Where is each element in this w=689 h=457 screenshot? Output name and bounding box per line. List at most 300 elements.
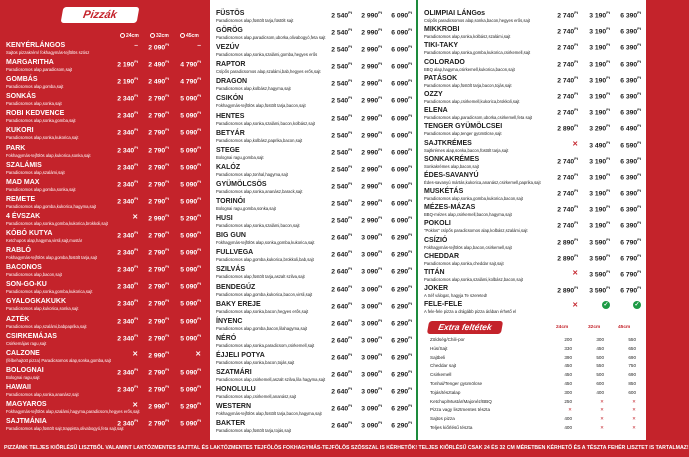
price-large: 5 $090^{Ft}$: [180, 93, 201, 103]
menu-item: [0, 127, 210, 144]
menu-item-description: Fokhagymás-tejfölös alap,kukorica,sonka,sajt: [6, 152, 91, 158]
menu-item-description: Paradicsomos alap,füstölt tarja,bacon,tojás,sajt: [424, 82, 512, 88]
price-large: 5 $090^{Ft}$: [180, 383, 201, 394]
price-large: 5 $090^{Ft}$: [180, 144, 201, 154]
extra-price: 400: [596, 389, 604, 395]
price-small: 2 $890^{Ft}$: [557, 123, 578, 133]
menu-item-name: HENTES: [216, 112, 245, 120]
price-small: 2 $640^{Ft}$: [331, 300, 352, 310]
price-small: 2 $640^{Ft}$: [331, 334, 352, 345]
extra-price: 450: [564, 381, 572, 386]
extra-row-label: Zöldség/Chili-por: [430, 337, 465, 342]
price-large: –: [197, 42, 201, 49]
menu-item: [0, 196, 210, 213]
menu-item: [418, 237, 646, 253]
price-medium: 2 $490^{Ft}$: [148, 59, 169, 69]
price-large: 6 $290^{Ft}$: [391, 249, 412, 259]
menu-item-name: ÍNYENC: [216, 317, 243, 325]
price-large: 6 $290^{Ft}$: [391, 368, 412, 379]
menu-item: [0, 333, 210, 350]
menu-item-description: Paradicsomos alap,sonka,szalámi,bacon,sajt: [216, 223, 300, 229]
menu-item-description: Paradicsomos alap,sonka,gomba,kukorica,csirkemell,sajt: [424, 50, 531, 56]
menu-item-name: JOKER: [424, 285, 449, 293]
price-medium: 3 $590^{Ft}$: [589, 236, 610, 246]
menu-item-name: BETYÁR: [216, 129, 245, 137]
pizza-size-icon: [150, 33, 155, 38]
price-medium: 3 $190^{Ft}$: [589, 74, 610, 85]
menu-item-description: Fokhagymás-tejfölös alap,sonka,gomba,kukorica,sajt: [216, 240, 315, 246]
price-medium: 2 $790^{Ft}$: [148, 281, 169, 291]
price-large: 5 $090^{Ft}$: [180, 332, 201, 342]
menu-item-name: HUSI: [216, 215, 233, 223]
price-small: 2 $640^{Ft}$: [331, 317, 352, 327]
extra-price: 750: [628, 363, 636, 369]
menu-item-name: BOLOGNAI: [6, 366, 44, 374]
price-large: 5 $090^{Ft}$: [180, 195, 201, 206]
menu-item-description: Paradicsomos alap,csirkemell,aszalt szilva,lila hagyma,sajt: [216, 376, 326, 382]
menu-item-name: WESTERN: [216, 403, 251, 411]
menu-item-name: SZILVÁS: [216, 266, 246, 274]
price-medium: 3 $090^{Ft}$: [361, 266, 382, 276]
menu-item: [0, 213, 210, 230]
menu-item: [210, 44, 416, 61]
menu-item-description: Paradicsomos alap,kukorica,sonka,sajt: [6, 306, 79, 312]
price-large: 5 $090^{Ft}$: [180, 264, 201, 274]
menu-item-description: Paradicsomos alap,füstölt sajt,trappista,olivabogyó,feta sajt,sajt: [6, 426, 124, 432]
price-medium: 2 $790^{Ft}$: [148, 366, 169, 377]
menu-item-name: SAJTKRÉMES: [424, 139, 472, 147]
price-medium: 3 $190^{Ft}$: [589, 26, 610, 36]
price-medium: 2 $790^{Ft}$: [148, 418, 169, 428]
price-small: 2 $340^{Ft}$: [117, 161, 138, 171]
menu-item-name: MÉZES-MÁZAS: [424, 204, 476, 212]
price-large: 6 $290^{Ft}$: [391, 351, 412, 362]
extra-row-label: Sajtbeli: [430, 354, 446, 360]
extra-price: ✕: [600, 407, 604, 413]
price-large: 5 $290^{Ft}$: [180, 400, 201, 411]
price-large: 6 $090^{Ft}$: [391, 27, 412, 37]
price-small: 2 $890^{Ft}$: [557, 236, 578, 246]
menu-item: [0, 367, 210, 384]
price-medium: 3 $190^{Ft}$: [589, 171, 610, 182]
menu-item: [0, 110, 210, 127]
price-medium: 2 $790^{Ft}$: [148, 383, 169, 394]
price-large: 6 $390^{Ft}$: [620, 171, 641, 182]
menu-item-name: HAWAII: [6, 383, 31, 391]
extra-row-label: Pizza vagy lisztmentes tészta: [430, 407, 490, 413]
menu-item-description: Paradicsomos alap,füstölt tarja,aszalt szilva,sajt: [216, 274, 305, 280]
menu-item-description: Paradicsomos alap,paradicsom,sajt: [6, 67, 73, 73]
price-small: ✕: [132, 401, 138, 409]
menu-item-name: MARGARITHA: [6, 59, 54, 67]
price-medium: 3 $090^{Ft}$: [361, 249, 382, 259]
menu-item-name: SZATMÁRI: [216, 368, 252, 376]
menu-item-description: Sonkakrémes alap,bacon,sajt: [424, 163, 479, 169]
menu-item-description: Paradicsomos alap,sonka,kukorica,sajt: [6, 135, 79, 141]
menu-item-description: Paradicsomos alap,füstölt tarja,tojás,sajt: [216, 428, 291, 434]
extra-row-label: Csirkemell: [430, 372, 452, 378]
price-medium: 3 $190^{Ft}$: [589, 10, 610, 20]
price-medium: 3 $090^{Ft}$: [361, 420, 382, 430]
price-small: 2 $740^{Ft}$: [557, 58, 578, 68]
menu-item-name: CSIRKEMÁJAS: [6, 332, 57, 340]
menu-item-description: A fele-fele pizza a drágább pizza árában érhető el: [424, 309, 517, 315]
menu-item: [418, 10, 646, 26]
menu-item-name: CHEDDAR: [424, 252, 459, 260]
extra-row-label: Teljes kiőrlésű tészta: [430, 425, 473, 430]
price-medium: 3 $090^{Ft}$: [361, 300, 382, 310]
menu-item: [0, 281, 210, 298]
price-small: 2 $640^{Ft}$: [331, 420, 352, 430]
price-large: 6 $790^{Ft}$: [620, 236, 641, 246]
size-header-medium: 32cm: [150, 33, 169, 39]
pizza-list-1: [0, 42, 210, 435]
price-medium: 3 $190^{Ft}$: [589, 58, 610, 68]
menu-item-description: Fokhagymás-tejfölös alap,szalámi,hagyma,paradicsom,hegyes erős,sajt: [6, 408, 140, 414]
price-medium: 2 $990^{Ft}$: [361, 163, 382, 174]
price-large: 6 $290^{Ft}$: [391, 300, 412, 310]
price-small: 2 $640^{Ft}$: [331, 351, 352, 362]
menu-item-name: ELENA: [424, 107, 448, 115]
menu-item-description: Sajtkrémes alap,sonka,bacon,füstölt tarja,sajt: [424, 147, 509, 153]
extra-price: ✕: [600, 398, 604, 404]
menu-item-name: CSÍZIÓ: [424, 236, 448, 244]
extra-price: ✕: [568, 407, 572, 413]
price-small: 2 $340^{Ft}$: [117, 332, 138, 342]
price-small: 2 $640^{Ft}$: [331, 283, 352, 293]
menu-item: [0, 264, 210, 281]
menu-item-description: Bolognai ragu,sajt: [6, 374, 40, 380]
menu-item: [0, 418, 210, 435]
price-large: 5 $090^{Ft}$: [180, 281, 201, 291]
menu-item-description: Paradicsomos alap,paradicsom,uborka,csirkemell,feta sajt: [424, 115, 532, 121]
menu-item: [418, 123, 646, 139]
price-large: 5 $090^{Ft}$: [180, 315, 201, 325]
menu-item-description: Csípős paradicsomos alap,sonka,bacon,hegyes erős,sajt: [424, 18, 530, 23]
menu-item-description: Fokhagymás-tejfölös alap,gomba,füstölt tarja,sajt: [6, 255, 98, 261]
menu-item: [418, 75, 646, 91]
extra-price: 200: [564, 337, 572, 342]
menu-item-description: Paradicsomos alap,szalámi,babpaprika,sajt: [6, 323, 87, 329]
price-small: 2 $540^{Ft}$: [331, 112, 352, 122]
price-small: 2 $740^{Ft}$: [557, 26, 578, 36]
extra-price: 600: [596, 381, 604, 386]
menu-item-description: Paradicsomos alap,szalámi,sajt: [6, 169, 65, 175]
menu-item-name: COLORADO: [424, 58, 465, 66]
footer-note: PIZZÁINK TELJES KIŐRLÉSŰ LISZTBŐL VALAMINT LAKTÓZMENTES SAJTTAL ÉS LAKTÓZMENTES TEJFÖLÖS FOKHAGYMÁS-TEJFÖLÖS SZÓSSZAL IS KÉRHETŐK! TELJES KIŐRLÉSŰ CSAK 24 ÉS 32 CM MÉRETBEN KÉRHETŐ ÉS A TÉSZTA FEHÉR LISZTET IS TARTALMAZ!: [0, 440, 646, 457]
price-large: 6 $790^{Ft}$: [620, 285, 641, 295]
menu-item-description: Fokhagymás-tejfölös alap,füstölt tarja,bacon,sajt: [216, 103, 306, 109]
menu-item: [418, 301, 646, 317]
menu-item: [0, 162, 210, 179]
menu-item: [210, 352, 416, 369]
menu-item-description: Paradicsomos alap,tonhal,hagyma,sajt: [216, 171, 288, 177]
menu-item-name: POKOLI: [424, 220, 451, 228]
price-medium: 2 $790^{Ft}$: [148, 332, 169, 342]
menu-item-description: Paradicsomos alap,kolbász,paprika,bacon,sajt: [216, 137, 303, 143]
price-medium: 3 $190^{Ft}$: [589, 107, 610, 117]
extra-price: ✕: [600, 425, 604, 430]
menu-item-description: Fokhagymás-tejfölös alap,bacon,csirkemell,sajt: [424, 244, 512, 250]
menu-item-description: Paradicsomos alap,sonka,gomba,kukorica,bacon,sajt: [424, 196, 523, 202]
price-small: 2 $740^{Ft}$: [557, 155, 578, 165]
extra-price: ✕: [632, 398, 636, 404]
menu-item-name: OZZY: [424, 90, 443, 98]
price-medium: 3 $090^{Ft}$: [361, 232, 382, 242]
menu-item-description: Paradicsomos alap,gomba,kukorica,brokkoli,bab,sajt: [216, 257, 314, 263]
price-medium: 2 $790^{Ft}$: [148, 161, 169, 171]
price-small: 2 $540^{Ft}$: [331, 10, 352, 20]
menu-item: [210, 61, 416, 78]
price-large: 6 $490^{Ft}$: [620, 123, 641, 133]
pizza-column-3: [416, 0, 646, 440]
menu-item: [210, 181, 416, 198]
pizza-list-3: [418, 10, 646, 318]
menu-item: [418, 107, 646, 123]
price-large: 6 $390^{Ft}$: [620, 26, 641, 36]
price-medium: 2 $990^{Ft}$: [361, 180, 382, 191]
menu-item: [0, 145, 210, 162]
price-large: 6 $390^{Ft}$: [620, 188, 641, 198]
price-small: 2 $740^{Ft}$: [557, 171, 578, 182]
extra-price: 450: [564, 372, 572, 378]
menu-item: [418, 188, 646, 204]
price-large: 6 $090^{Ft}$: [391, 10, 412, 20]
price-large: 5 $090^{Ft}$: [180, 298, 201, 308]
menu-item-name: GÖRÖG: [216, 27, 243, 35]
menu-item-name: AZTÉK: [6, 315, 30, 323]
menu-item: [0, 401, 210, 418]
price-large: 5 $090^{Ft}$: [180, 366, 201, 377]
price-small: 2 $340^{Ft}$: [117, 418, 138, 428]
menu-item-name: SONKÁS: [6, 93, 36, 101]
menu-item: [210, 386, 416, 403]
menu-item: [0, 298, 210, 315]
menu-item-name: MUSKÉTÁS: [424, 188, 464, 196]
menu-item-name: KUKORI: [6, 127, 34, 135]
price-small: 2 $540^{Ft}$: [331, 146, 352, 157]
menu-item-name: FÜSTÖS: [216, 10, 245, 17]
price-large: 6 $090^{Ft}$: [391, 198, 412, 208]
menu-item-name: HONOLULU: [216, 386, 256, 394]
menu-item: [0, 179, 210, 196]
menu-item-description: Paradicsomos alap,sonka,gomba,sajt: [6, 118, 76, 124]
price-small: 2 $340^{Ft}$: [117, 366, 138, 377]
price-large: 6 $290^{Ft}$: [391, 420, 412, 430]
price-large: 6 $390^{Ft}$: [620, 220, 641, 230]
menu-item-description: Paradicsomos alap,gomba,kukorica,bacon,virsli,sajt: [216, 291, 313, 297]
menu-item-description: Paradicsomos alap,sonka,gomba,kukorica,sajt: [6, 289, 93, 295]
price-medium: 3 $090^{Ft}$: [361, 368, 382, 379]
menu-item: [210, 369, 416, 386]
price-small: 2 $640^{Ft}$: [331, 368, 352, 379]
price-medium: 2 $790^{Ft}$: [148, 230, 169, 240]
price-small: 2 $340^{Ft}$: [117, 195, 138, 206]
menu-item-description: Paradicsomos alap,sonka,szalámi,bacon,kolbász,sajt: [216, 120, 315, 126]
price-medium: 2 $790^{Ft}$: [148, 127, 169, 137]
price-medium: 3 $490^{Ft}$: [589, 139, 610, 149]
menu-item-name: RABLÓ: [6, 247, 31, 255]
price-medium: 2 $790^{Ft}$: [148, 195, 169, 206]
menu-item-description: Ketchupos alap,hagyma,virsli,sajt,mustár: [6, 238, 83, 244]
menu-item-name: MIKKROBI: [424, 26, 460, 34]
extra-price: 690: [628, 372, 636, 378]
price-small: 2 $340^{Ft}$: [117, 264, 138, 274]
pizza-size-icon: [120, 33, 125, 38]
price-small: –: [134, 42, 138, 49]
price-small: 2 $190^{Ft}$: [117, 59, 138, 69]
price-small: 2 $340^{Ft}$: [117, 178, 138, 189]
menu-item: [0, 230, 210, 247]
price-small: 2 $640^{Ft}$: [331, 232, 352, 242]
menu-item: [418, 42, 646, 58]
menu-item: [0, 247, 210, 264]
extra-row-label: Sajtos pizza: [430, 416, 455, 422]
menu-item-name: MAGYAROS: [6, 400, 47, 408]
price-large: 6 $090^{Ft}$: [391, 180, 412, 191]
price-large: 5 $090^{Ft}$: [180, 110, 201, 120]
price-medium: ✓: [603, 302, 609, 309]
extras-title: Extra feltétek: [427, 321, 503, 334]
price-small: 2 $740^{Ft}$: [557, 220, 578, 230]
price-small: 2 $540^{Ft}$: [331, 129, 352, 139]
price-large: 6 $290^{Ft}$: [391, 386, 412, 396]
extras-size-small: 24cm: [556, 325, 569, 330]
price-large: 6 $390^{Ft}$: [620, 74, 641, 85]
menu-item-name: VEZÚV: [216, 44, 240, 52]
menu-item: [210, 318, 416, 335]
price-large: 6 $090^{Ft}$: [391, 95, 412, 105]
menu-item-description: Paradicsomos alap,csirkemell,ananász,sajt: [216, 394, 297, 400]
price-large: 6 $090^{Ft}$: [391, 61, 412, 71]
price-medium: 3 $090^{Ft}$: [361, 283, 382, 293]
menu-item: [418, 285, 646, 301]
menu-item: [210, 10, 416, 27]
price-medium: 2 $790^{Ft}$: [148, 93, 169, 103]
menu-item-name: OLIMPIAI LÁNGos: [424, 10, 486, 17]
price-medium: 2 $990^{Ft}$: [361, 61, 382, 71]
price-medium: 2 $790^{Ft}$: [148, 298, 169, 308]
menu-item: [0, 42, 210, 59]
price-medium: 2 $790^{Ft}$: [148, 178, 169, 189]
price-large: 6 $290^{Ft}$: [391, 403, 412, 413]
menu-item: [418, 269, 646, 285]
price-medium: 3 $290^{Ft}$: [589, 123, 610, 133]
price-large: 6 $390^{Ft}$: [620, 204, 641, 214]
menu-item-name: ROBI KEDVENCE: [6, 110, 65, 118]
price-large: 5 $090^{Ft}$: [180, 127, 201, 137]
menu-item-description: Fokhagymás-tejfölös alap,füstölt tarja,bacon,hagyma,sajt: [216, 411, 322, 417]
price-small: 2 $540^{Ft}$: [331, 44, 352, 54]
menu-item-name: SZALÁMIS: [6, 161, 42, 169]
price-large: 4 $790^{Ft}$: [180, 59, 201, 69]
menu-item-name: FULLVEGA: [216, 249, 254, 257]
price-small: 2 $540^{Ft}$: [331, 198, 352, 208]
extra-price: 690: [628, 354, 636, 360]
menu-item-name: FELE-FELE: [424, 301, 463, 309]
menu-item-name: TIKI-TAKY: [424, 42, 459, 50]
price-large: 6 $090^{Ft}$: [391, 129, 412, 139]
menu-item-name: KALÓZ: [216, 163, 241, 171]
menu-item: [0, 76, 210, 93]
extra-price: 250: [564, 398, 572, 404]
size-header-small: 24cm: [120, 33, 139, 39]
size-header-large: 45cm: [180, 33, 199, 39]
price-large: 6 $390^{Ft}$: [620, 10, 641, 20]
price-medium: 3 $090^{Ft}$: [361, 403, 382, 413]
price-large: 5 $090^{Ft}$: [180, 161, 201, 171]
price-small: 2 $340^{Ft}$: [117, 127, 138, 137]
price-medium: 3 $590^{Ft}$: [589, 269, 610, 279]
pizza-section-title: Pizzák: [61, 7, 140, 23]
price-small: 2 $190^{Ft}$: [117, 76, 138, 86]
price-small: 2 $740^{Ft}$: [557, 204, 578, 214]
price-medium: 3 $190^{Ft}$: [589, 204, 610, 214]
menu-item: [0, 59, 210, 76]
menu-item-description: Édes-savanyú mártás,kukorica,ananász,csirkemell,paprika,sajt: [424, 179, 541, 185]
price-small: ✕: [132, 350, 138, 358]
menu-item-description: (félbehajtott pizza) Paradicsomos alap,sonka,gomba,sajt: [6, 357, 111, 363]
price-small: 2 $340^{Ft}$: [117, 315, 138, 325]
extra-row-label: Ketchup/Mustár/Majonéz/BBQ: [430, 398, 492, 404]
menu-item-description: Paradicsomos alap,sonka,ananász,sajt: [6, 391, 79, 397]
menu-item-name: ÉDES-SAVANYÚ: [424, 171, 479, 179]
menu-item-description: Paradicsomos alap,tenger gyümölcse,sajt: [424, 131, 502, 137]
price-large: 6 $090^{Ft}$: [391, 146, 412, 157]
extra-price: 330: [564, 345, 572, 351]
price-small: 2 $540^{Ft}$: [331, 163, 352, 174]
menu-item-name: TENGER GYÜMÖLCSEI: [424, 123, 503, 131]
menu-item-name: BIG GUN: [216, 232, 246, 240]
menu-item-description: BBQ alap,hagyma,csirkemell,kukorica,bacon,sajt: [424, 66, 515, 72]
price-large: 4 $790^{Ft}$: [180, 76, 201, 86]
menu-item: [210, 266, 416, 283]
extra-price: 390: [564, 354, 572, 360]
menu-item: [210, 301, 416, 318]
menu-item-name: GYALOGKAKUKK: [6, 298, 67, 306]
menu-item-name: RAPTOR: [216, 61, 246, 69]
price-medium: 2 $990^{Ft}$: [148, 400, 169, 411]
menu-item-description: Paradicsomos alap,gomba,sonka,sajt: [6, 186, 76, 192]
menu-item: [210, 403, 416, 420]
price-large: 6 $390^{Ft}$: [620, 155, 641, 165]
extra-price: 450: [596, 345, 604, 351]
price-small: 2 $740^{Ft}$: [557, 10, 578, 20]
price-medium: 2 $990^{Ft}$: [361, 129, 382, 139]
menu-item: [210, 113, 416, 130]
price-medium: 3 $090^{Ft}$: [361, 317, 382, 327]
price-large: 6 $290^{Ft}$: [391, 266, 412, 276]
price-medium: 3 $090^{Ft}$: [361, 386, 382, 396]
menu-item: [418, 26, 646, 42]
menu-item-description: Paradicsomos alap,sonka,bacon,tojás,sajt: [216, 359, 295, 365]
extra-price: 450: [564, 363, 572, 369]
price-small: 2 $540^{Ft}$: [331, 27, 352, 37]
menu-item: [0, 384, 210, 401]
price-small: 2 $340^{Ft}$: [117, 93, 138, 103]
menu-item: [418, 156, 646, 172]
menu-item-description: Csípős paradicsomos alap,szalámi,bab,hegyes erős,sajt: [216, 69, 321, 75]
menu-item-description: Paradicsomos alap,paradicsom,uborka,olivabogyó,feta sajt: [216, 35, 326, 41]
menu-item-name: STEGE: [216, 146, 240, 154]
menu-item-name: BENDEGÚZ: [216, 283, 256, 291]
extra-price: 500: [596, 354, 604, 360]
price-medium: 2 $990^{Ft}$: [361, 78, 382, 88]
price-small: 2 $540^{Ft}$: [331, 78, 352, 88]
menu-item-name: CALZONE: [6, 349, 40, 357]
menu-item-name: SONKAKRÉMES: [424, 155, 480, 163]
menu-item-description: Paradicsomos alap,kolbász,hagyma,sajt: [216, 86, 291, 92]
